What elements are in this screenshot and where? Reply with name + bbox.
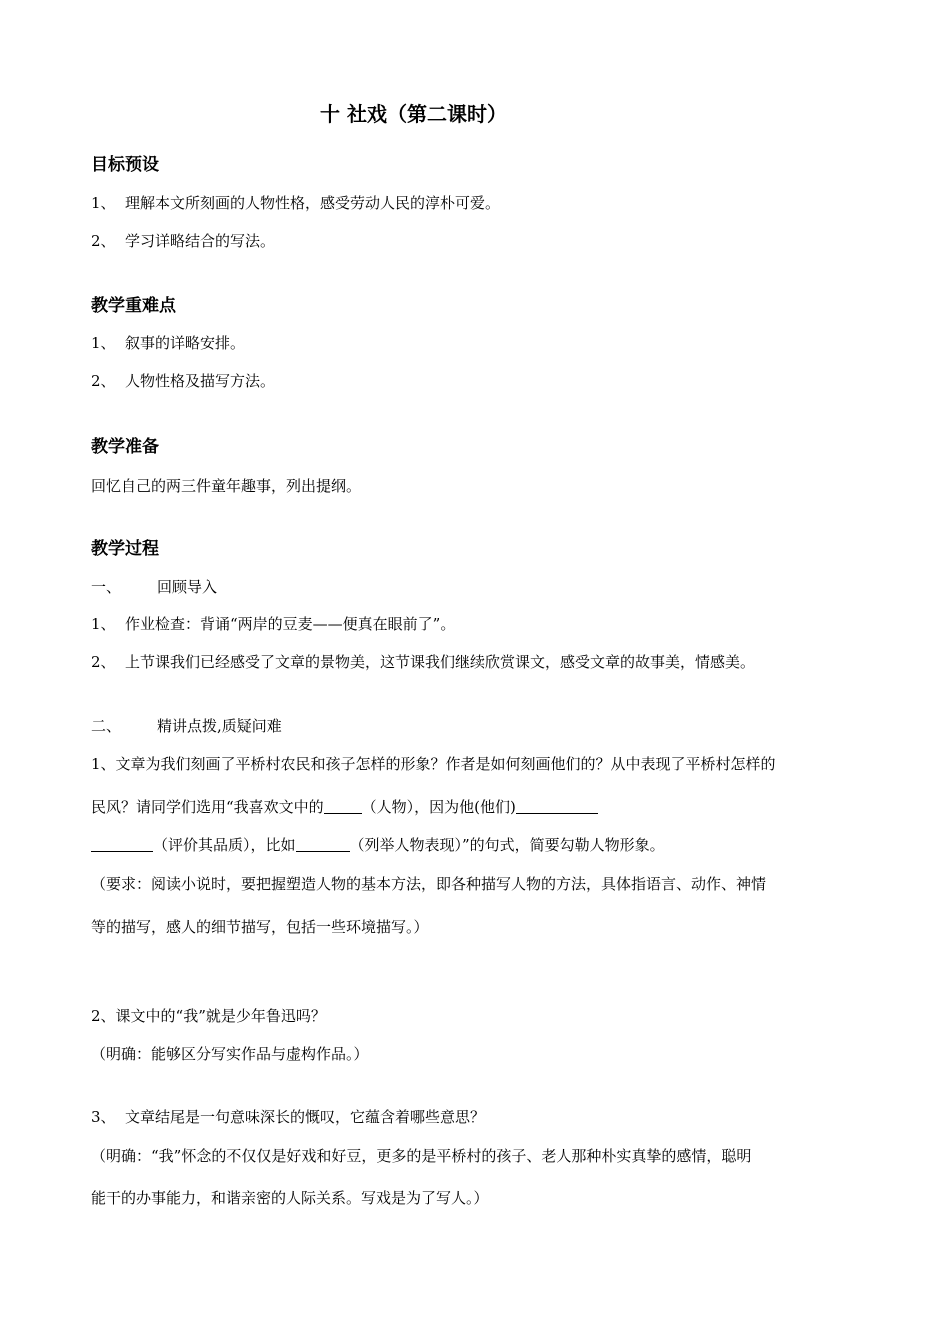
section-1-header (91, 577, 217, 597)
question-1-line-2 (91, 797, 598, 817)
goal-item-1-number: 1、 (91, 194, 116, 212)
goals-heading: 目标预设 (91, 155, 159, 175)
key-points-heading: 教学重难点 (91, 296, 176, 316)
section-2-number: 二、 (91, 717, 122, 735)
question-1-note-line-1: （要求：阅读小说时，要把握塑造人物的基本方法，即各种描写人物的方法，具体指语言、动作、神情 (91, 875, 767, 893)
question-3-number: 3、 (91, 1108, 116, 1126)
question-3 (91, 1107, 485, 1127)
question-1-line-3 (91, 835, 665, 855)
question-1-note-line-2: 等的描写，感人的细节描写，包括一些环境描写。） (91, 918, 429, 936)
goal-item-2-number: 2、 (91, 232, 116, 250)
section-1-item-1-text: 作业检查：背诵“两岸的豆麦——便真在眼前了”。 (125, 615, 456, 633)
question-1-line-2-start: 民风？请同学们选用“我喜欢文中的 (91, 798, 324, 816)
key-point-item-2-number: 2、 (91, 372, 116, 390)
goal-item-1-text: 理解本文所刻画的人物性格，感受劳动人民的淳朴可爱。 (125, 194, 501, 212)
preparation-text: 回忆自己的两三件童年趣事，列出提纲。 (91, 477, 362, 495)
question-1-line-3-middle: （评价其品质），比如 (153, 836, 296, 854)
section-1-item-2 (91, 652, 755, 672)
question-3-answer-line-1: （明确：“我”怀念的不仅仅是好戏和好豆，更多的是平桥村的孩子、老人那种朴实真挚的感情，聪明 (91, 1147, 752, 1165)
question-2: 2、课文中的“我”就是少年鲁迅吗？ (91, 1007, 326, 1025)
question-3-text: 文章结尾是一句意味深长的慨叹，它蕴含着哪些意思？ (125, 1108, 486, 1126)
section-1-number: 一、 (91, 578, 122, 596)
section-1-title: 回顾导入 (157, 578, 218, 596)
question-1-line-1: 1、文章为我们刻画了平桥村农民和孩子怎样的形象？作者是如何刻画他们的？从中表现了平桥村怎样的 (91, 755, 776, 773)
question-1-line-3-end: （列举人物表现）”的句式，简要勾勒人物形象。 (349, 836, 665, 854)
key-point-item-1 (91, 333, 245, 353)
reason-answer-blank[interactable] (516, 798, 598, 814)
page-title: 十 社戏（第二课时） (320, 102, 507, 126)
goal-item-2 (91, 231, 275, 251)
key-point-item-2 (91, 371, 275, 391)
character-answer-blank[interactable] (324, 798, 362, 814)
quality-answer-blank[interactable] (91, 836, 153, 852)
section-1-item-2-text: 上节课我们已经感受了文章的景物美，这节课我们继续欣赏课文，感受文章的故事美，情感美。 (125, 653, 756, 671)
key-point-item-1-text: 叙事的详略安排。 (125, 334, 246, 352)
process-heading: 教学过程 (91, 539, 159, 559)
example-answer-blank[interactable] (296, 836, 350, 852)
key-point-item-1-number: 1、 (91, 334, 116, 352)
goal-item-2-text: 学习详略结合的写法。 (125, 232, 276, 250)
section-1-item-1 (91, 614, 455, 634)
question-3-answer-line-2: 能干的办事能力，和谐亲密的人际关系。写戏是为了写人。） (91, 1189, 489, 1207)
section-1-item-1-number: 1、 (91, 615, 116, 633)
section-2-header (91, 716, 282, 736)
section-2-title: 精讲点拨,质疑问难 (157, 717, 282, 735)
goal-item-1 (91, 193, 500, 213)
question-1-line-2-middle: （人物），因为他(他们) (361, 798, 516, 816)
key-point-item-2-text: 人物性格及描写方法。 (125, 372, 276, 390)
question-2-answer: （明确：能够区分写实作品与虚构作品。） (91, 1045, 369, 1063)
section-1-item-2-number: 2、 (91, 653, 116, 671)
preparation-heading: 教学准备 (91, 437, 159, 457)
